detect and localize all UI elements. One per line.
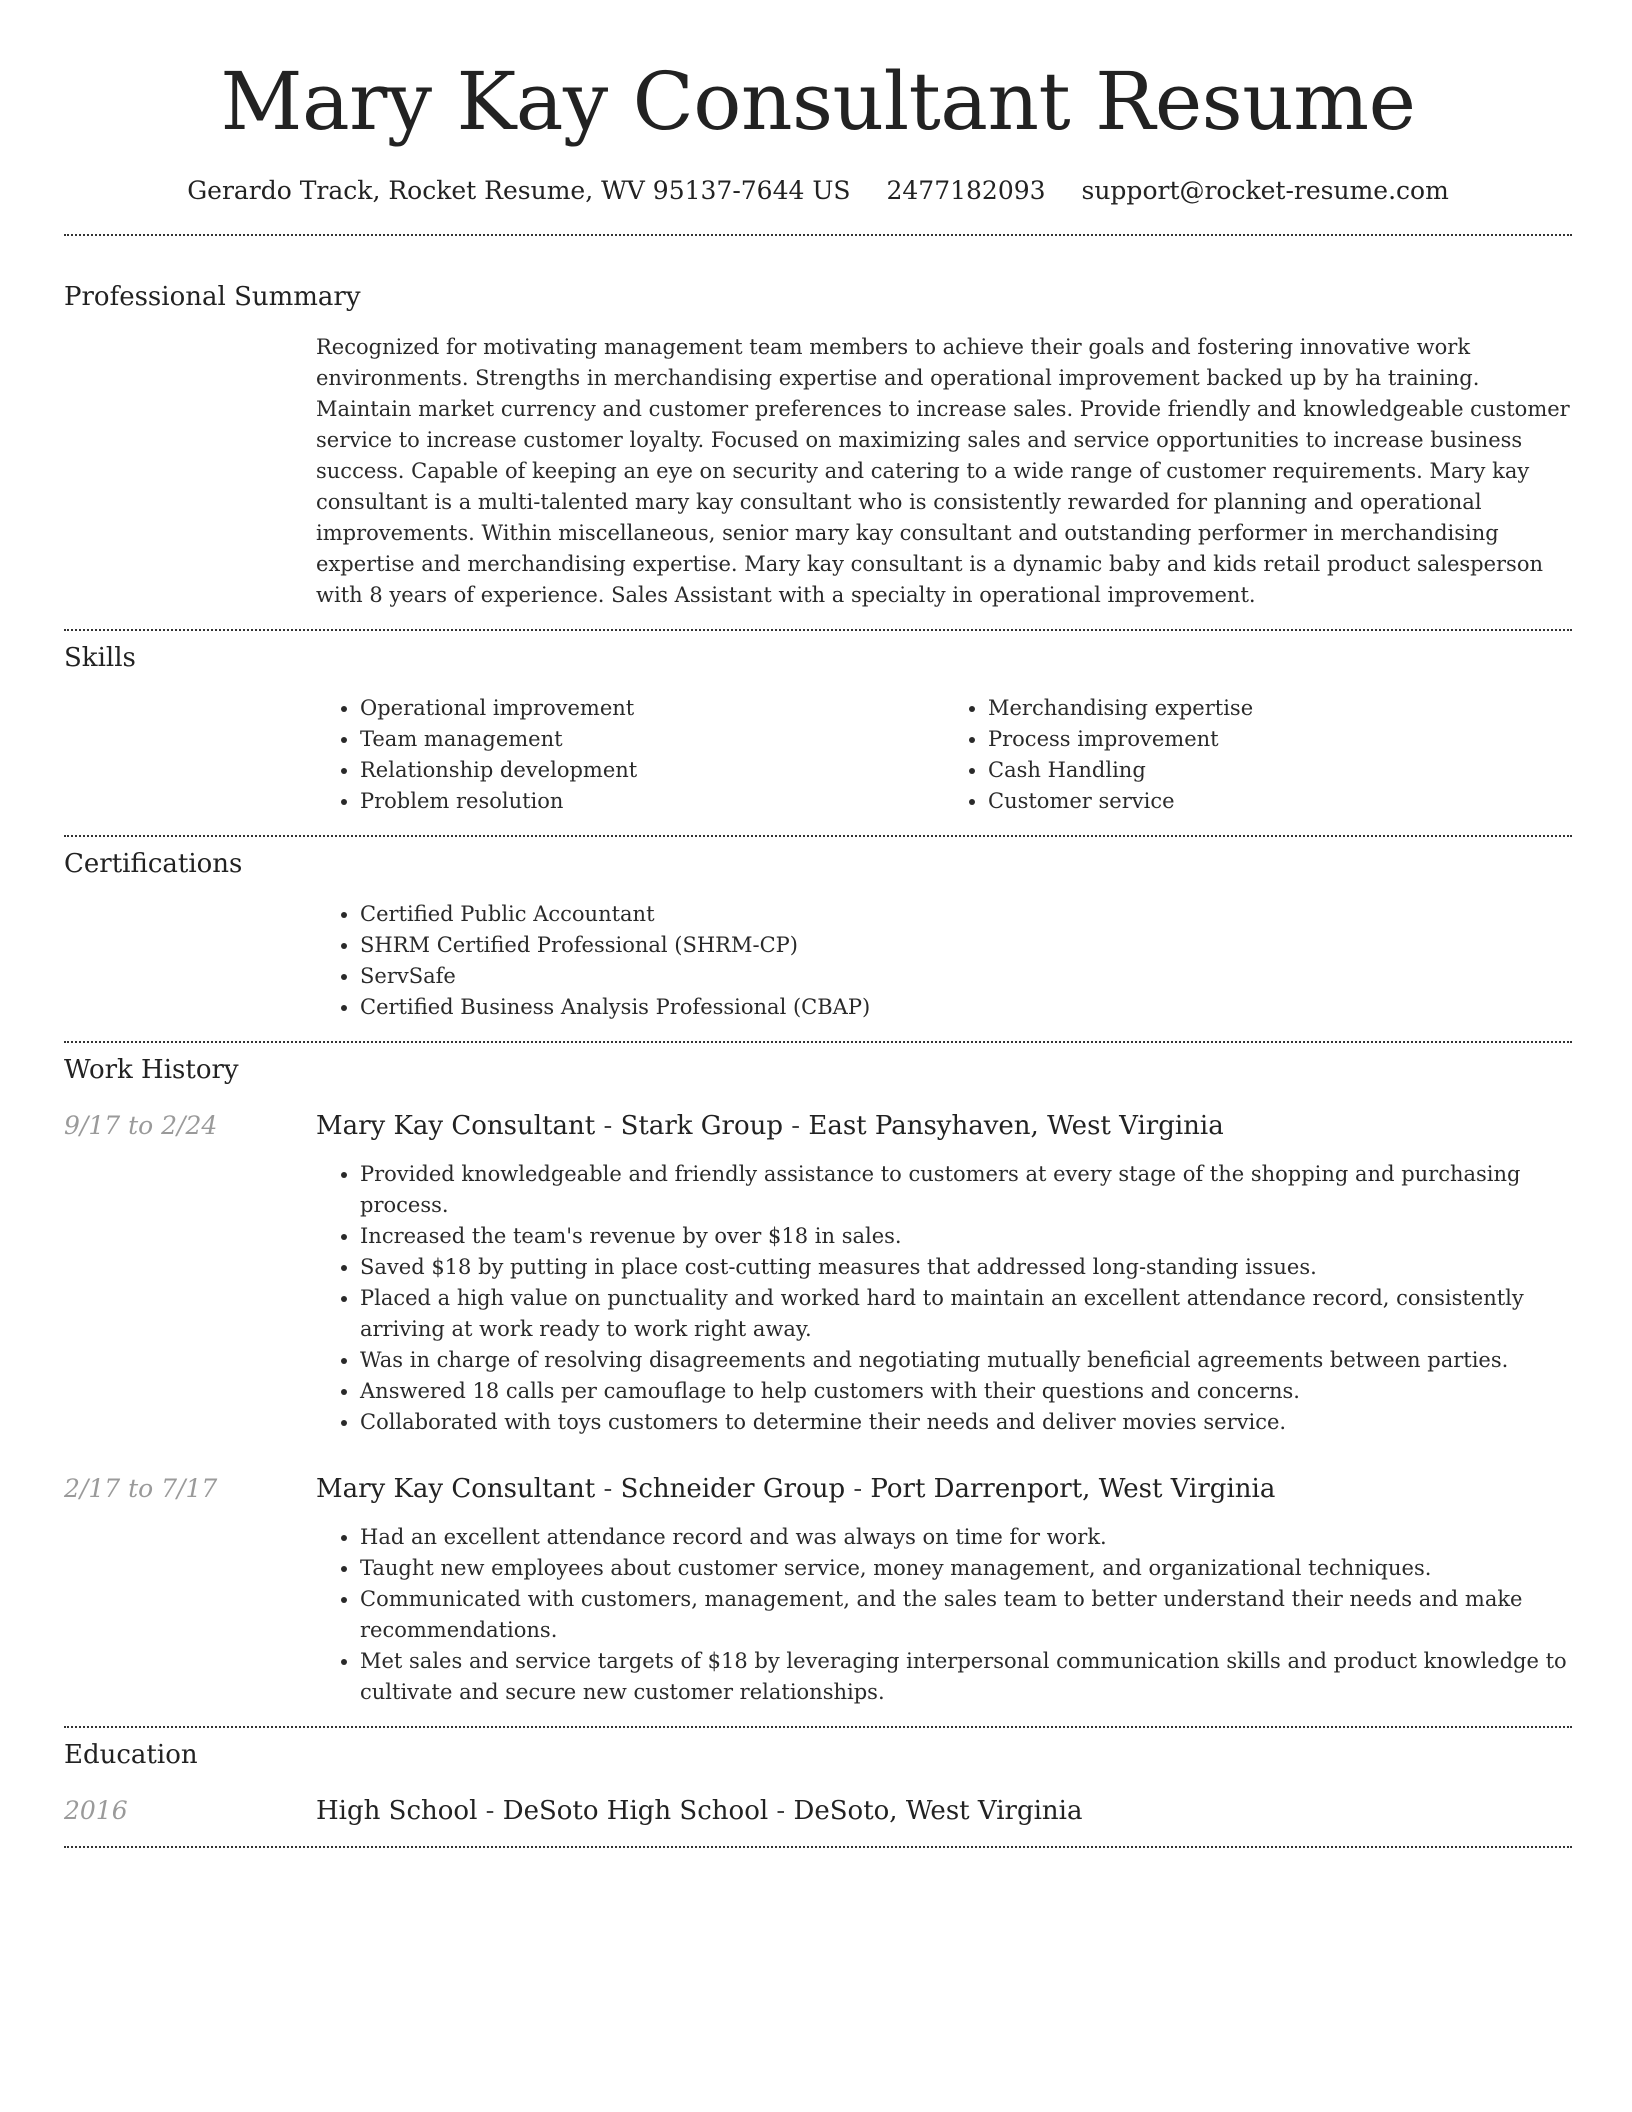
job-title: Mary Kay Consultant: [316, 1111, 596, 1141]
education-entry: [64, 1794, 1572, 1828]
job-heading: [316, 1472, 1275, 1506]
skill-item: • Customer service: [988, 786, 1572, 817]
resume-title: Mary Kay Consultant Resume: [220, 55, 1416, 148]
job-dates: 2/17 to 7/17: [64, 1474, 218, 1503]
job-header: [64, 1472, 1572, 1506]
certification-item: • SHRM Certified Professional (SHRM-CP): [360, 930, 1572, 961]
skill-item: • Cash Handling: [988, 755, 1572, 786]
summary-body: [316, 332, 1572, 611]
job-bullet: • Was in charge of resolving disagreements and negotiating mutually beneficial agreements between parties.: [360, 1345, 1572, 1376]
job-bullet: • Increased the team's revenue by over $18 in sales.: [360, 1221, 1572, 1252]
job-bullets: [316, 1159, 1572, 1438]
job-body: [316, 1159, 1572, 1438]
contact-info: [64, 174, 1572, 208]
job-location: Port Darrenport, West Virginia: [870, 1474, 1276, 1504]
skills-list-left: [316, 693, 944, 817]
skill-item: • Problem resolution: [360, 786, 944, 817]
summary-section: [64, 236, 1572, 611]
certification-item: • Certified Business Analysis Professional (CBAP): [360, 992, 1572, 1023]
contact-email[interactable]: support@rocket-resume.com: [1081, 176, 1449, 205]
education-year: 2016: [64, 1796, 128, 1825]
contact-address: Gerardo Track, Rocket Resume, WV 95137-7644 US: [187, 176, 851, 205]
work-section: [64, 1043, 1572, 1708]
certifications-list: [316, 899, 1572, 1023]
education-heading: Education: [64, 1740, 198, 1770]
job-body: [316, 1522, 1572, 1708]
education-section: [64, 1728, 1572, 1828]
job-bullet: • Answered 18 calls per camouflage to help customers with their questions and concerns.: [360, 1376, 1572, 1407]
job-bullet: • Communicated with customers, management, and the sales team to better understand their needs and make recommendations.: [360, 1584, 1572, 1646]
job-company: Schneider Group: [620, 1474, 846, 1504]
heading-separator: -: [595, 1111, 621, 1141]
job-entry: [64, 1472, 1572, 1708]
certifications-heading: Certifications: [64, 849, 243, 879]
summary-heading: Professional Summary: [64, 282, 361, 312]
heading-separator: -: [783, 1111, 809, 1141]
skill-item: • Operational improvement: [360, 693, 944, 724]
skills-body: [316, 693, 1572, 817]
certifications-body: [316, 899, 1572, 1023]
resume-page: [64, 0, 1572, 1848]
education-location: DeSoto, West Virginia: [793, 1796, 1083, 1826]
work-heading: Work History: [64, 1055, 239, 1085]
job-bullet: • Had an excellent attendance record and was always on time for work.: [360, 1522, 1572, 1553]
job-header: [64, 1109, 1572, 1143]
skill-item: • Process improvement: [988, 724, 1572, 755]
heading-separator: -: [845, 1474, 871, 1504]
summary-text: Recognized for motivating management team members to achieve their goals and fostering innovative work environments. Strengths in merchandising expertise and operational improvement backed up by ha training. Maintain market currency and customer preferences to increase sales. Provide friendly and knowledgeable customer service to increase customer loyalty. Focused on maximizing sales and service opportunities to increase business success. Capable of keeping an eye on security and catering to a wide range of customer requirements. Mary kay consultant is a multi-talented mary kay consultant who is consistently rewarded for planning and operational improvements. Within miscellaneous, senior mary kay consultant and outstanding performer in merchandising expertise and merchandising expertise. Mary kay consultant is a dynamic baby and kids retail product salesperson with 8 years of experience. Sales Assistant with a specialty in operational improvement.: [316, 335, 1570, 607]
job-bullet: • Collaborated with toys customers to determine their needs and deliver movies service.: [360, 1407, 1572, 1438]
heading-separator: -: [595, 1474, 621, 1504]
job-bullet: • Saved $18 by putting in place cost-cutting measures that addressed long-standing issues.: [360, 1252, 1572, 1283]
job-bullets: [316, 1522, 1572, 1708]
job-bullet: • Met sales and service targets of $18 by leveraging interpersonal communication skills and product knowledge to cultivate and secure new customer relationships.: [360, 1646, 1572, 1708]
education-heading-line: [316, 1794, 1082, 1828]
certification-item: • ServSafe: [360, 961, 1572, 992]
job-heading: [316, 1109, 1224, 1143]
job-company: Stark Group: [620, 1111, 784, 1141]
education-school: DeSoto High School: [502, 1796, 769, 1826]
job-bullet: • Provided knowledgeable and friendly assistance to customers at every stage of the shopping and purchasing process.: [360, 1159, 1572, 1221]
education-divider: [64, 1846, 1572, 1848]
skill-item: • Team management: [360, 724, 944, 755]
skills-section: [64, 631, 1572, 817]
job-dates: 9/17 to 2/24: [64, 1111, 218, 1140]
heading-separator: -: [768, 1796, 794, 1826]
skills-grid: [316, 693, 1572, 817]
contact-phone[interactable]: 2477182093: [886, 176, 1046, 205]
job-entry: [64, 1109, 1572, 1438]
job-location: East Pansyhaven, West Virginia: [808, 1111, 1224, 1141]
certification-item: • Certified Public Accountant: [360, 899, 1572, 930]
job-bullet: • Taught new employees about customer service, money management, and organizational techniques.: [360, 1553, 1572, 1584]
skill-item: • Merchandising expertise: [988, 693, 1572, 724]
certifications-section: [64, 837, 1572, 1023]
skills-list-right: [944, 693, 1572, 817]
education-degree: High School: [316, 1796, 478, 1826]
skill-item: • Relationship development: [360, 755, 944, 786]
heading-separator: -: [477, 1796, 503, 1826]
skills-heading: Skills: [64, 643, 136, 673]
job-title: Mary Kay Consultant: [316, 1474, 596, 1504]
job-bullet: • Placed a high value on punctuality and worked hard to maintain an excellent attendance record, consistently arriving at work ready to work right away.: [360, 1283, 1572, 1345]
